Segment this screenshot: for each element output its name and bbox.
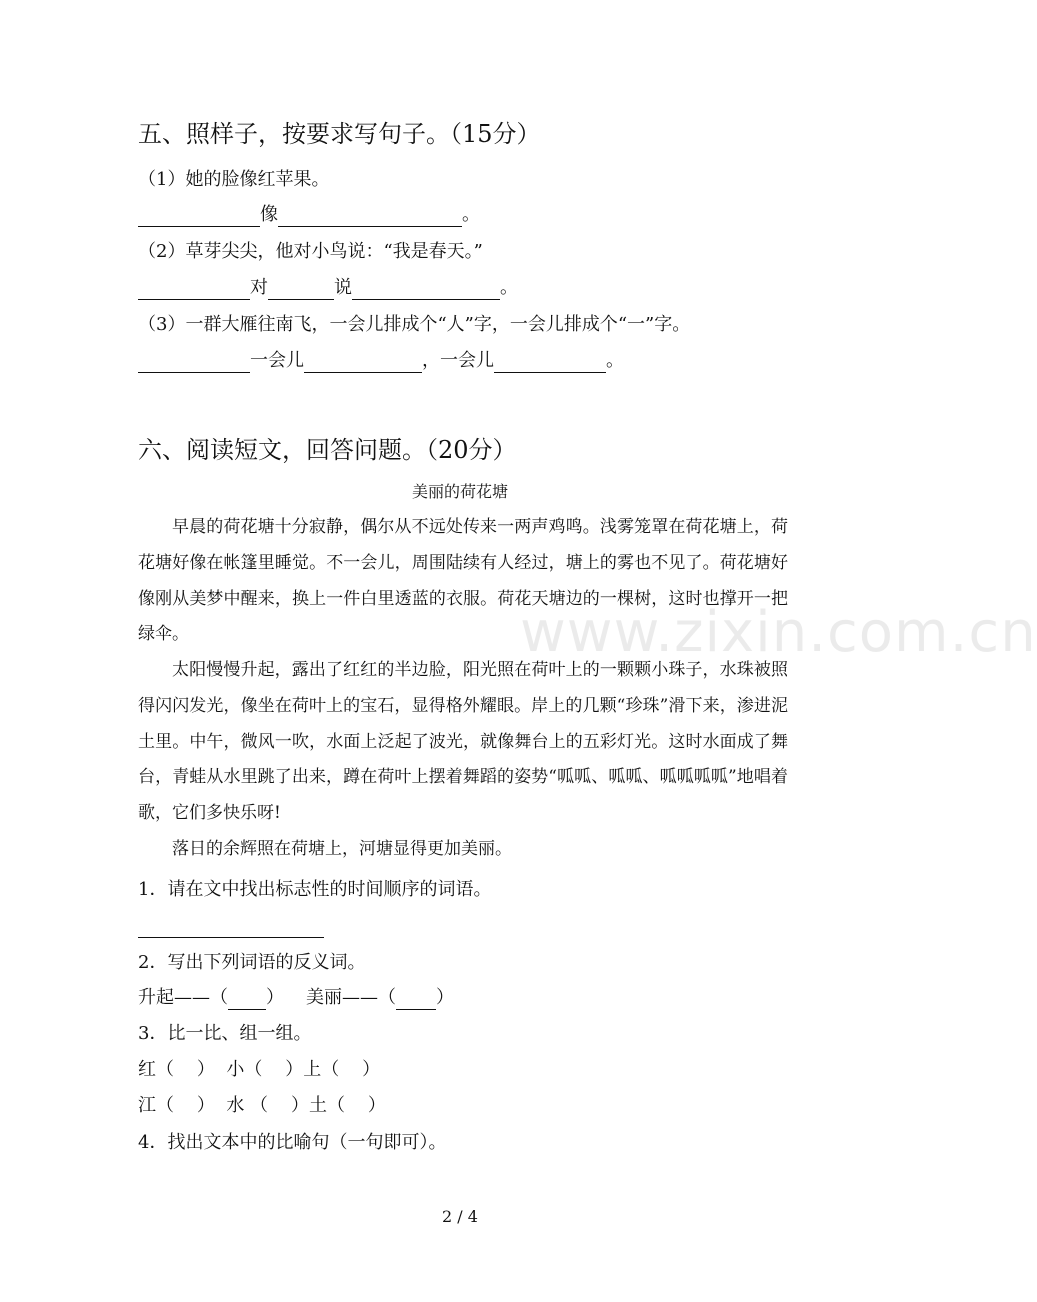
answer-blank[interactable] bbox=[304, 354, 422, 373]
s5-q1-word: 像 bbox=[260, 204, 278, 225]
s5-q3-end: 。 bbox=[606, 350, 624, 371]
answer-blank[interactable] bbox=[278, 208, 462, 227]
s6-q3-row1: 红（ ） 小（ ）上（ ） bbox=[138, 1059, 381, 1080]
passage-paragraph-2: 太阳慢慢升起，露出了红红的半边脸，阳光照在荷叶上的一颗颗小珠子，水珠被照得闪闪发光，像坐在荷叶上的宝石，显得格外耀眼。岸上的几颗“珍珠”滑下来，渗进泥土里。中午，微风一吹，水面上泛起了波光，就像舞台上的五彩灯光。这时水面成了舞台，青蛙从水里跳了出来，蹲在荷叶上摆着舞蹈的姿势“呱呱、呱呱、呱呱呱呱”地唱着歌，它们多快乐呀! bbox=[138, 660, 788, 824]
answer-blank[interactable] bbox=[138, 281, 250, 300]
s5-q3-prompt: （3）一群大雁往南飞，一会儿排成个“人”字，一会儿排成个“一”字。 bbox=[138, 314, 691, 335]
passage-paragraph-3: 落日的余辉照在荷塘上，河塘显得更加美丽。 bbox=[172, 839, 512, 859]
s5-q1-prompt: （1）她的脸像红苹果。 bbox=[138, 169, 330, 190]
s5-q1-answer-line bbox=[138, 203, 480, 227]
s5-q2-prompt: （2）草芽尖尖，他对小鸟说：“我是春天。” bbox=[138, 241, 483, 262]
passage-paragraph-1: 早晨的荷花塘十分寂静，偶尔从不远处传来一两声鸡鸣。浅雾笼罩在荷花塘上，荷花塘好像在帐篷里睡觉。不一会儿，周围陆续有人经过，塘上的雾也不见了。荷花塘好像刚从美梦中醒来，换上一件白里透蓝的衣服。荷花天塘边的一棵树，这时也撑开一把绿伞。 bbox=[138, 517, 788, 645]
s6-q2-b-label: 美丽——（ bbox=[306, 987, 396, 1008]
s5-q3-w1: 一会儿 bbox=[250, 350, 304, 371]
watermark: www.zixin.com.cn bbox=[520, 600, 1037, 665]
s5-q2-end: 。 bbox=[500, 277, 518, 298]
s6-q2-answers bbox=[138, 986, 454, 1010]
s5-q2-answer-line bbox=[138, 276, 518, 300]
answer-blank[interactable] bbox=[352, 281, 500, 300]
page-number: 2 / 4 bbox=[442, 1207, 478, 1226]
answer-blank[interactable] bbox=[268, 281, 334, 300]
answer-blank[interactable] bbox=[138, 354, 250, 373]
answer-blank[interactable] bbox=[138, 208, 260, 227]
section6-heading: 六、阅读短文，回答问题。（20分） bbox=[138, 436, 517, 464]
s5-q3-answer-line bbox=[138, 349, 624, 373]
s6-q1: 1．请在文中找出标志性的时间顺序的词语。 bbox=[138, 879, 492, 900]
s6-q3: 3．比一比、组一组。 bbox=[138, 1023, 312, 1044]
s5-q3-w2: ，一会儿 bbox=[422, 350, 494, 371]
s6-q2-b-close: ） bbox=[436, 987, 454, 1008]
s6-q1-answer-line bbox=[138, 914, 324, 938]
section5-heading: 五、照样子，按要求写句子。（15分） bbox=[138, 120, 541, 148]
answer-blank[interactable] bbox=[396, 991, 436, 1010]
s6-q2: 2．写出下列词语的反义词。 bbox=[138, 952, 366, 973]
s5-q2-w2: 说 bbox=[334, 277, 352, 298]
s5-q1-end: 。 bbox=[462, 204, 480, 225]
answer-blank[interactable] bbox=[138, 919, 324, 938]
passage-title: 美丽的荷花塘 bbox=[411, 482, 508, 501]
answer-blank[interactable] bbox=[228, 991, 266, 1010]
s6-q4: 4．找出文本中的比喻句（一句即可）。 bbox=[138, 1132, 447, 1153]
s6-q2-a-label: 升起——（ bbox=[138, 987, 228, 1008]
s6-q2-a-close: ） bbox=[266, 987, 284, 1008]
answer-blank[interactable] bbox=[494, 354, 606, 373]
s5-q2-w1: 对 bbox=[250, 277, 268, 298]
s6-q3-row2: 江（ ） 水 （ ）土（ ） bbox=[138, 1095, 386, 1116]
